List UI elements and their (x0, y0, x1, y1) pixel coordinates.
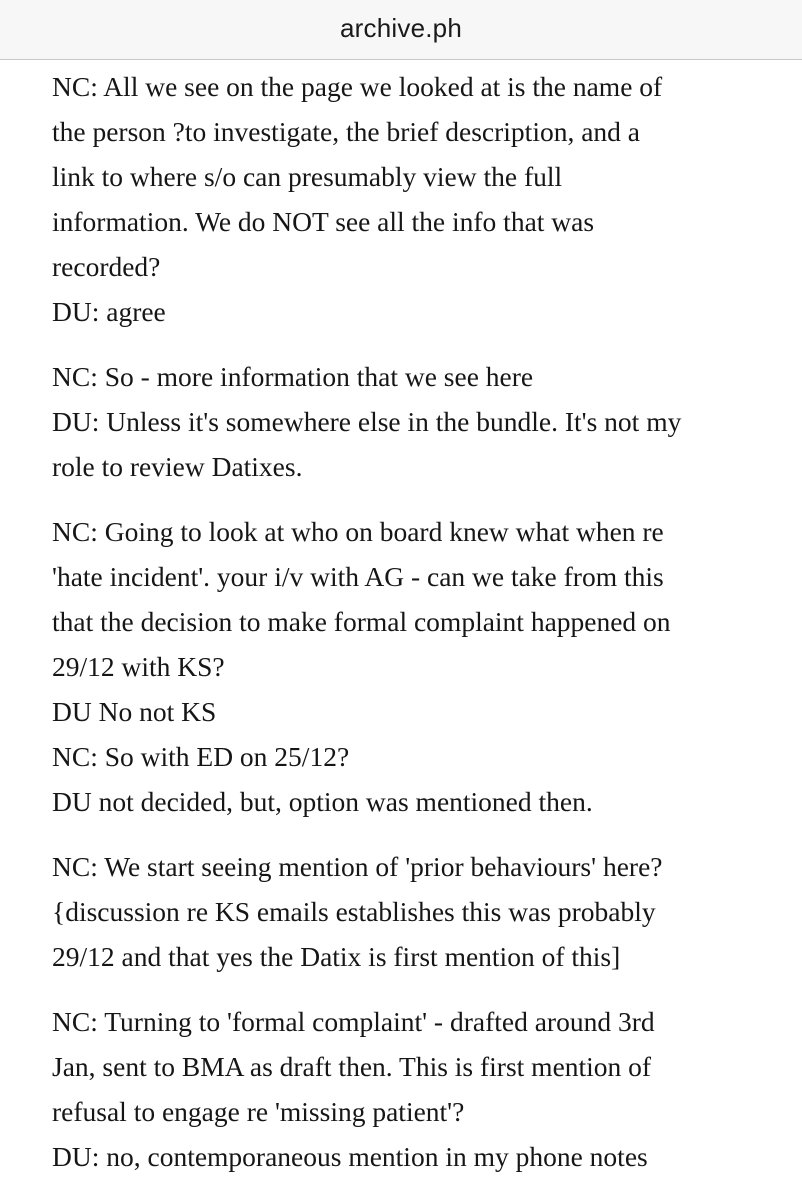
transcript-line: DU: Unless it's somewhere else in the bundle. It's not my (52, 406, 682, 437)
transcript-line: NC: So - more information that we see here (52, 361, 534, 392)
transcript-paragraph (52, 509, 797, 824)
transcript-line: DU: no, contemporaneous mention in my phone notes (52, 1141, 648, 1172)
url-text[interactable]: archive.ph (340, 13, 462, 43)
transcript-line: NC: We start seeing mention of 'prior behaviours' here? (52, 851, 663, 882)
transcript-line: NC: So with ED on 25/12? (52, 741, 350, 772)
transcript-paragraph (52, 999, 797, 1179)
transcript-line: DU not decided, but, option was mentioned then. (52, 786, 593, 817)
transcript-line: recorded? (52, 251, 161, 282)
transcript-line: that the decision to make formal complaint happened on (52, 606, 671, 637)
transcript-line: Jan, sent to BMA as draft then. This is first mention of (52, 1051, 652, 1082)
transcript-line: NC: Turning to 'formal complaint' - drafted around 3rd (52, 1006, 655, 1037)
transcript-line: role to review Datixes. (52, 451, 303, 482)
transcript-line: {discussion re KS emails establishes this was probably (52, 896, 656, 927)
transcript-line: NC: Going to look at who on board knew what when re (52, 516, 664, 547)
transcript-line: NC: All we see on the page we looked at is the name of (52, 71, 663, 102)
transcript-line: 29/12 with KS? (52, 651, 225, 682)
transcript-line: 29/12 and that yes the Datix is first mention of this] (52, 941, 621, 972)
transcript-line: 'hate incident'. your i/v with AG - can we take from this (52, 561, 664, 592)
transcript-line: link to where s/o can presumably view the full (52, 161, 563, 192)
transcript-paragraph (52, 64, 797, 334)
transcript-paragraph (52, 354, 797, 489)
transcript-line: DU: agree (52, 296, 166, 327)
address-bar[interactable] (0, 0, 802, 60)
transcript-line: refusal to engage re 'missing patient'? (52, 1096, 465, 1127)
transcript-line: information. We do NOT see all the info that was (52, 206, 595, 237)
transcript-line: DU No not KS (52, 696, 217, 727)
transcript-line: the person ?to investigate, the brief description, and a (52, 116, 641, 147)
transcript-paragraph (52, 844, 797, 979)
transcript-content (52, 64, 797, 1199)
